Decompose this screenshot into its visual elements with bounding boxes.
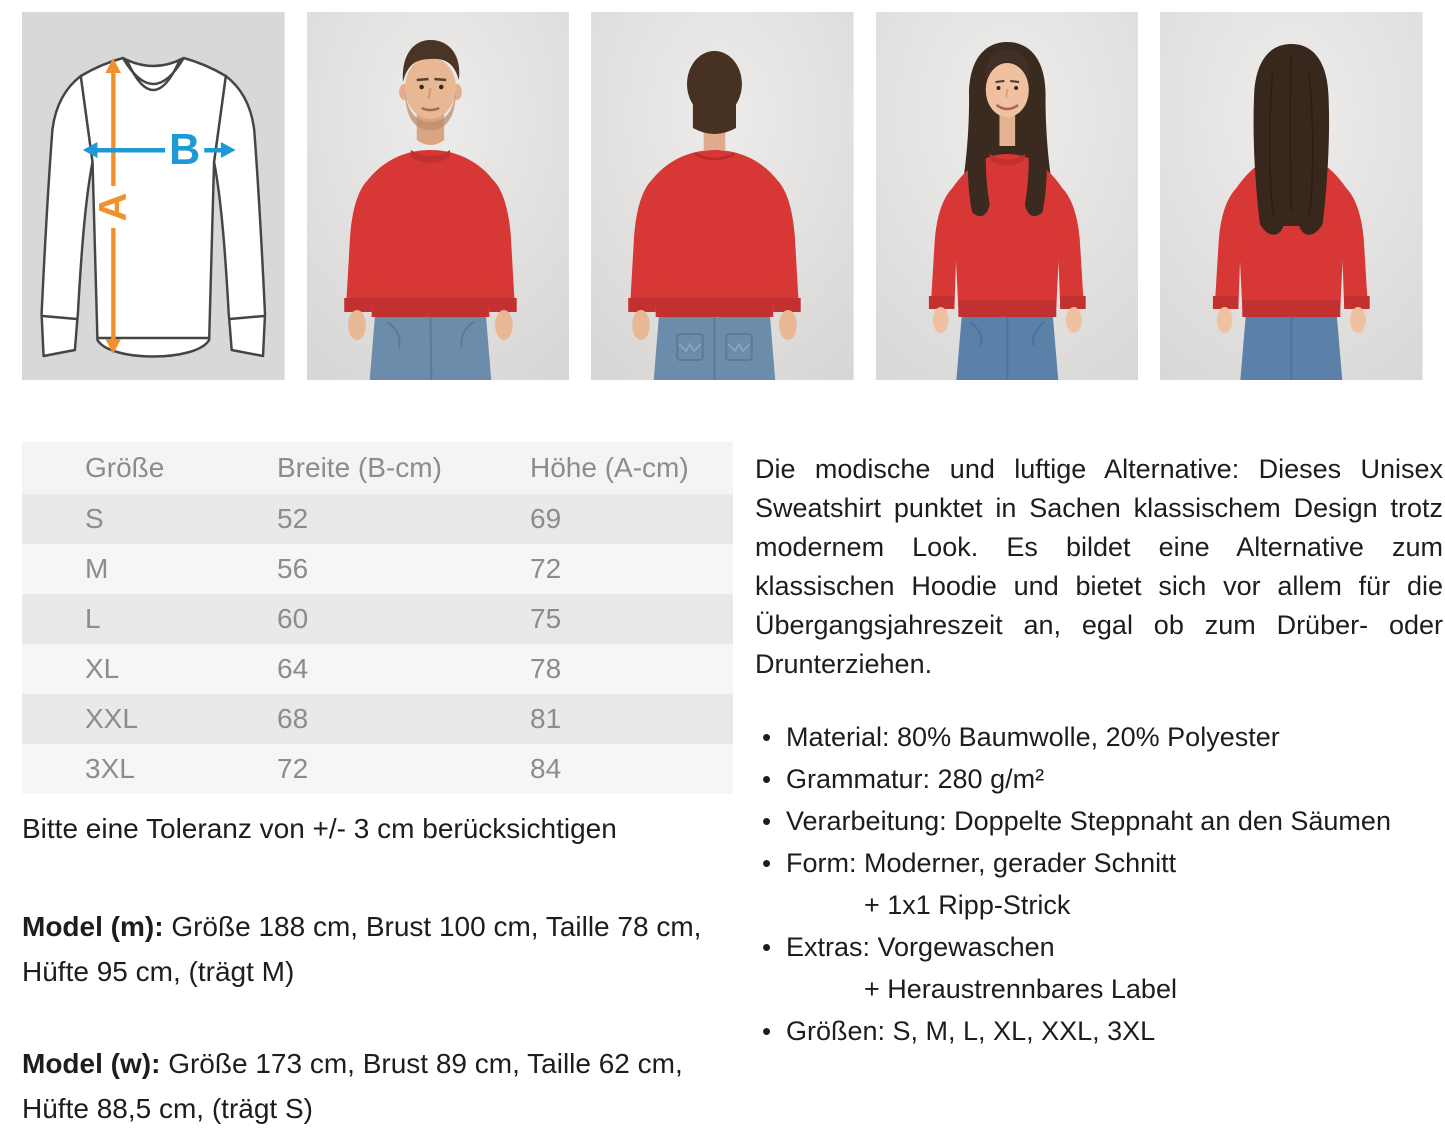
cell-size: M [85, 553, 109, 584]
model-female-label: Model (w): [22, 1048, 161, 1079]
product-image-gallery [0, 0, 1445, 380]
male-back-photo-icon [591, 12, 854, 380]
spec-form [755, 842, 1443, 926]
table-row [22, 544, 733, 594]
cell-size: XXL [85, 703, 138, 734]
photo-female-model-back[interactable] [1160, 12, 1423, 380]
table-row [22, 694, 733, 744]
table-row [22, 644, 733, 694]
model-female-text: Größe 173 cm, Brust 89 cm, Taille 62 cm, Hüfte 88,5 cm, (trägt S) [22, 1048, 683, 1124]
spec-text: Form: Moderner, gerader Schnitt [786, 848, 1177, 878]
size-info-column [22, 442, 733, 1131]
measure-label-a: A [91, 192, 135, 222]
cell-height: 75 [530, 603, 562, 634]
size-table-header-row [22, 442, 733, 494]
size-table [22, 442, 733, 794]
spec-text: Extras: Vorgewaschen [786, 932, 1055, 962]
sweatshirt-outline-icon [42, 58, 265, 357]
product-description: Die modische und luftige Alternative: Dieses Unisex Sweatshirt punktet in Sachen klassischem Design trotz modernem Look. Es bildet eine Alternative zum klassischen Hoodie und bietet sich vor allem für die Übergangsjahreszeit an, egal ob zum Drüber- oder Drunterziehen. [755, 454, 1443, 679]
table-row [22, 594, 733, 644]
spec-text: Grammatur: 280 g/m² [786, 764, 1045, 794]
cell-width: 56 [277, 553, 309, 584]
cell-height: 69 [530, 503, 562, 534]
spec-list [755, 716, 1443, 1052]
cell-width: 60 [277, 603, 309, 634]
cell-size: S [85, 503, 104, 534]
cell-size: 3XL [85, 753, 135, 784]
table-row [22, 744, 733, 794]
photo-male-model-front[interactable] [307, 12, 570, 380]
product-details-section [0, 442, 1445, 1131]
column-header-size: Größe [85, 452, 165, 483]
female-back-photo-icon [1160, 12, 1423, 380]
cell-size: L [85, 603, 101, 634]
spec-verarbeitung [755, 800, 1443, 842]
spec-subline: + Heraustrennbares Label [864, 974, 1177, 1004]
spec-extras [755, 926, 1443, 1010]
spec-text: Verarbeitung: Doppelte Steppnaht an den Säumen [786, 806, 1391, 836]
spec-grammatur [755, 758, 1443, 800]
cell-width: 52 [277, 503, 309, 534]
cell-height: 81 [530, 703, 562, 734]
cell-size: XL [85, 653, 120, 684]
cell-height: 72 [530, 553, 562, 584]
cell-height: 78 [530, 653, 562, 684]
photo-male-model-back[interactable] [591, 12, 854, 380]
photo-female-model-front[interactable] [876, 12, 1139, 380]
spec-text: Material: 80% Baumwolle, 20% Polyester [786, 722, 1280, 752]
size-diagram-panel[interactable] [22, 12, 285, 380]
cell-width: 64 [277, 653, 309, 684]
model-info-female [22, 1041, 733, 1131]
female-front-photo-icon [876, 12, 1139, 380]
cell-height: 84 [530, 753, 562, 784]
male-front-photo-icon [307, 12, 570, 380]
spec-groessen [755, 1010, 1443, 1052]
model-info-male [22, 904, 733, 994]
cell-width: 72 [277, 753, 309, 784]
sweatshirt-measure-diagram-icon [22, 12, 285, 380]
spec-subline: + 1x1 Ripp-Strick [864, 890, 1071, 920]
column-header-height: Höhe (A-cm) [530, 452, 689, 483]
description-column [755, 442, 1443, 1131]
model-male-text: Größe 188 cm, Brust 100 cm, Taille 78 cm, Hüfte 95 cm, (trägt M) [22, 911, 702, 987]
cell-width: 68 [277, 703, 309, 734]
spec-text: Größen: S, M, L, XL, XXL, 3XL [786, 1016, 1156, 1046]
spec-material [755, 716, 1443, 758]
column-header-width: Breite (B-cm) [277, 452, 442, 483]
table-row [22, 494, 733, 544]
model-male-label: Model (m): [22, 911, 164, 942]
measure-label-b: B [169, 125, 201, 175]
tolerance-note: Bitte eine Toleranz von +/- 3 cm berücksichtigen [22, 813, 617, 844]
